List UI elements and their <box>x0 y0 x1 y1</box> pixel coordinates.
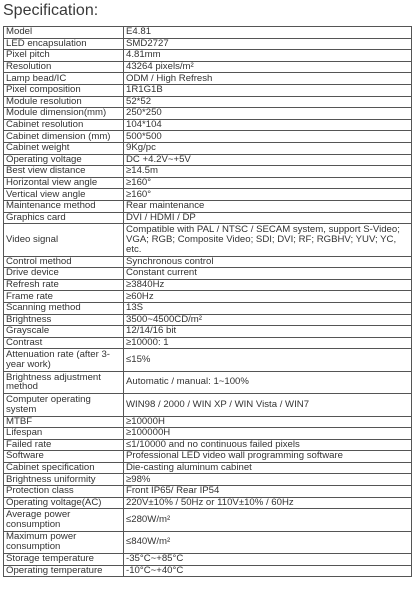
spec-label: Cabinet specification <box>4 462 124 474</box>
spec-value: 13S <box>124 302 412 314</box>
spec-label: Attenuation rate (after 3-year work) <box>4 349 124 371</box>
spec-row <box>4 108 412 120</box>
spec-value: ≥10000: 1 <box>124 337 412 349</box>
spec-label: Failed rate <box>4 439 124 451</box>
spec-row <box>4 50 412 62</box>
spec-row <box>4 200 412 212</box>
spec-label: Brightness adjustment method <box>4 371 124 393</box>
spec-label: Storage temperature <box>4 554 124 566</box>
spec-row <box>4 509 412 531</box>
spec-label: Model <box>4 27 124 39</box>
spec-label: Module dimension(mm) <box>4 108 124 120</box>
spec-row <box>4 96 412 108</box>
spec-row <box>4 462 412 474</box>
spec-value: Synchronous control <box>124 256 412 268</box>
spec-row <box>4 451 412 463</box>
spec-value: Constant current <box>124 268 412 280</box>
spec-row <box>4 326 412 338</box>
spec-row <box>4 302 412 314</box>
spec-value: ≥10000H <box>124 416 412 428</box>
spec-value: ≥60Hz <box>124 291 412 303</box>
spec-row <box>4 486 412 498</box>
spec-value: Die-casting aluminum cabinet <box>124 462 412 474</box>
spec-label: Software <box>4 451 124 463</box>
spec-label: Best view distance <box>4 166 124 178</box>
page-title: Specification: <box>3 2 99 19</box>
spec-row <box>4 38 412 50</box>
spec-label: Video signal <box>4 224 124 257</box>
spec-label: Module resolution <box>4 96 124 108</box>
spec-label: Computer operating system <box>4 394 124 416</box>
spec-value: 3500~4500CD/m² <box>124 314 412 326</box>
spec-label: Vertical view angle <box>4 189 124 201</box>
spec-label: Drive device <box>4 268 124 280</box>
spec-label: Cabinet weight <box>4 142 124 154</box>
spec-row <box>4 371 412 393</box>
spec-label: Operating voltage(AC) <box>4 497 124 509</box>
spec-row <box>4 439 412 451</box>
spec-row <box>4 394 412 416</box>
spec-value: 104*104 <box>124 119 412 131</box>
spec-label: Brightness <box>4 314 124 326</box>
spec-value: ≤280W/m² <box>124 509 412 531</box>
spec-label: Operating temperature <box>4 565 124 577</box>
spec-value: 500*500 <box>124 131 412 143</box>
spec-row <box>4 314 412 326</box>
spec-row <box>4 531 412 553</box>
spec-value: ≥98% <box>124 474 412 486</box>
spec-value: 250*250 <box>124 108 412 120</box>
spec-row <box>4 565 412 577</box>
spec-table <box>3 26 412 577</box>
spec-label: Lifespan <box>4 428 124 440</box>
spec-label: Pixel pitch <box>4 50 124 62</box>
spec-value: ≥3840Hz <box>124 279 412 291</box>
spec-label: Brightness uniformity <box>4 474 124 486</box>
spec-label: Grayscale <box>4 326 124 338</box>
spec-row <box>4 497 412 509</box>
spec-row <box>4 131 412 143</box>
spec-label: MTBF <box>4 416 124 428</box>
spec-label: Average power consumption <box>4 509 124 531</box>
spec-row <box>4 474 412 486</box>
spec-row <box>4 61 412 73</box>
spec-value: 9Kg/pc <box>124 142 412 154</box>
spec-row <box>4 189 412 201</box>
spec-value: ≤840W/m² <box>124 531 412 553</box>
spec-value: -10°C~+40°C <box>124 565 412 577</box>
spec-label: Refresh rate <box>4 279 124 291</box>
spec-value: Rear maintenance <box>124 200 412 212</box>
spec-label: Resolution <box>4 61 124 73</box>
spec-value: E4.81 <box>124 27 412 39</box>
spec-row <box>4 279 412 291</box>
spec-row <box>4 212 412 224</box>
spec-value: SMD2727 <box>124 38 412 50</box>
spec-label: Horizontal view angle <box>4 177 124 189</box>
spec-value: ≥100000H <box>124 428 412 440</box>
spec-label: Cabinet resolution <box>4 119 124 131</box>
spec-label: Operating voltage <box>4 154 124 166</box>
spec-label: Scanning method <box>4 302 124 314</box>
spec-table-body <box>4 27 412 577</box>
spec-value: ODM / High Refresh <box>124 73 412 85</box>
spec-row <box>4 166 412 178</box>
spec-value: 4.81mm <box>124 50 412 62</box>
spec-value: Compatible with PAL / NTSC / SECAM system, support S-Video; VGA; RGB; Composite Video; SDI; DVI; RF; RGBHV; YUV; YC, etc. <box>124 224 412 257</box>
spec-row <box>4 337 412 349</box>
spec-row <box>4 224 412 257</box>
spec-value: Front IP65/ Rear IP54 <box>124 486 412 498</box>
spec-value: ≤15% <box>124 349 412 371</box>
spec-value: 1R1G1B <box>124 84 412 96</box>
spec-row <box>4 268 412 280</box>
spec-value: -35°C~+85°C <box>124 554 412 566</box>
spec-row <box>4 349 412 371</box>
spec-label: Maintenance method <box>4 200 124 212</box>
spec-row <box>4 119 412 131</box>
spec-value: WIN98 / 2000 / WIN XP / WIN Vista / WIN7 <box>124 394 412 416</box>
spec-value: 52*52 <box>124 96 412 108</box>
spec-value: 12/14/16 bit <box>124 326 412 338</box>
spec-row <box>4 428 412 440</box>
spec-value: ≥14.5m <box>124 166 412 178</box>
spec-row <box>4 256 412 268</box>
spec-label: Maximum power consumption <box>4 531 124 553</box>
spec-row <box>4 73 412 85</box>
spec-value: ≤1/10000 and no continuous failed pixels <box>124 439 412 451</box>
spec-label: Protection class <box>4 486 124 498</box>
spec-value: 43264 pixels/m² <box>124 61 412 73</box>
spec-label: LED encapsulation <box>4 38 124 50</box>
spec-value: ≥160° <box>124 177 412 189</box>
spec-row <box>4 154 412 166</box>
spec-label: Pixel composition <box>4 84 124 96</box>
spec-row <box>4 554 412 566</box>
spec-value: Professional LED video wall programming software <box>124 451 412 463</box>
spec-value: DC +4.2V~+5V <box>124 154 412 166</box>
spec-value: ≥160° <box>124 189 412 201</box>
spec-row <box>4 27 412 39</box>
spec-label: Control method <box>4 256 124 268</box>
spec-value: Automatic / manual: 1~100% <box>124 371 412 393</box>
spec-value: 220V±10% / 50Hz or 110V±10% / 60Hz <box>124 497 412 509</box>
spec-label: Frame rate <box>4 291 124 303</box>
spec-row <box>4 142 412 154</box>
spec-row <box>4 291 412 303</box>
spec-row <box>4 177 412 189</box>
spec-row <box>4 416 412 428</box>
spec-label: Contrast <box>4 337 124 349</box>
spec-label: Lamp bead/IC <box>4 73 124 85</box>
spec-label: Cabinet dimension (mm) <box>4 131 124 143</box>
spec-row <box>4 84 412 96</box>
spec-label: Graphics card <box>4 212 124 224</box>
spec-value: DVI / HDMI / DP <box>124 212 412 224</box>
